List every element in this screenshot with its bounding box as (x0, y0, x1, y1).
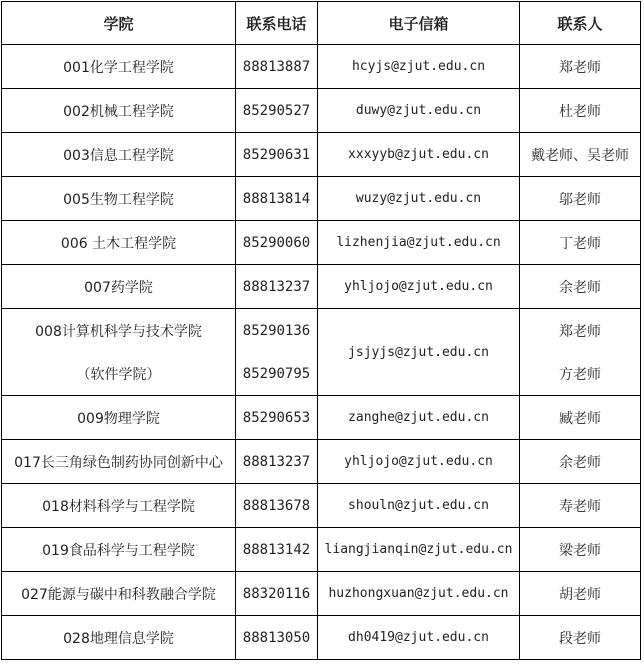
phone-cell: 88320116 (236, 572, 318, 616)
contact-cell: 胡老师 (520, 572, 641, 616)
email-cell: huzhongxuan@zjut.edu.cn (318, 572, 520, 616)
college-cell: 005生物工程学院 (2, 177, 236, 221)
phone-line: 85290136 (242, 322, 311, 339)
college-line: 008计算机科学与技术学院 (35, 323, 202, 340)
email-cell: shouln@zjut.edu.cn (318, 484, 520, 528)
email-cell: liangjianqin@zjut.edu.cn (318, 528, 520, 572)
table-row (2, 265, 641, 309)
table-row (2, 572, 641, 616)
email-cell: wuzy@zjut.edu.cn (318, 177, 520, 221)
contact-table (1, 1, 641, 660)
contact-cell: 余老师 (520, 440, 641, 484)
table-row (2, 177, 641, 221)
table-row (2, 45, 641, 89)
email-cell: zanghe@zjut.edu.cn (318, 396, 520, 440)
phone-cell: 88813814 (236, 177, 318, 221)
email-cell: jsjyjs@zjut.edu.cn (318, 309, 520, 396)
contact-cell: 臧老师 (520, 396, 641, 440)
contact-cell (520, 309, 641, 396)
table-row (2, 309, 641, 396)
header-college: 学院 (2, 2, 236, 45)
phone-cell: 88813887 (236, 45, 318, 89)
contact-cell: 郑老师 (520, 45, 641, 89)
phone-cell: 88813678 (236, 484, 318, 528)
email-cell: yhljojo@zjut.edu.cn (318, 440, 520, 484)
table-row (2, 528, 641, 572)
email-cell: hcyjs@zjut.edu.cn (318, 45, 520, 89)
table-row (2, 396, 641, 440)
table-row (2, 133, 641, 177)
contact-cell: 邬老师 (520, 177, 641, 221)
college-cell: 007药学院 (2, 265, 236, 309)
email-cell: xxxyyb@zjut.edu.cn (318, 133, 520, 177)
college-line: （软件学院） (76, 366, 161, 383)
header-contact: 联系人 (520, 2, 641, 45)
college-cell: 019食品科学与工程学院 (2, 528, 236, 572)
email-cell: lizhenjia@zjut.edu.cn (318, 221, 520, 265)
phone-cell: 88813142 (236, 528, 318, 572)
phone-cell: 85290653 (236, 396, 318, 440)
table-row (2, 89, 641, 133)
header-email: 电子信箱 (318, 2, 520, 45)
college-cell: 028地理信息学院 (2, 616, 236, 660)
college-cell: 003信息工程学院 (2, 133, 236, 177)
contact-line: 郑老师 (559, 323, 601, 340)
contact-cell: 寿老师 (520, 484, 641, 528)
contact-cell: 丁老师 (520, 221, 641, 265)
contact-cell: 梁老师 (520, 528, 641, 572)
contact-cell: 戴老师、吴老师 (520, 133, 641, 177)
college-cell: 018材料科学与工程学院 (2, 484, 236, 528)
email-cell: dh0419@zjut.edu.cn (318, 616, 520, 660)
email-cell: yhljojo@zjut.edu.cn (318, 265, 520, 309)
phone-line: 85290795 (242, 365, 311, 382)
phone-cell: 85290631 (236, 133, 318, 177)
college-cell: 017长三角绿色制药协同创新中心 (2, 440, 236, 484)
college-cell: 027能源与碳中和科教融合学院 (2, 572, 236, 616)
phone-cell: 88813050 (236, 616, 318, 660)
phone-cell (236, 309, 318, 396)
college-cell: 002机械工程学院 (2, 89, 236, 133)
college-cell: 009物理学院 (2, 396, 236, 440)
contact-line: 方老师 (559, 366, 601, 383)
table-row (2, 440, 641, 484)
email-cell: duwy@zjut.edu.cn (318, 89, 520, 133)
table-row (2, 484, 641, 528)
phone-cell: 88813237 (236, 440, 318, 484)
table-row (2, 221, 641, 265)
college-cell (2, 309, 236, 396)
phone-cell: 85290060 (236, 221, 318, 265)
header-row (2, 2, 641, 45)
header-phone: 联系电话 (236, 2, 318, 45)
college-cell: 001化学工程学院 (2, 45, 236, 89)
phone-cell: 85290527 (236, 89, 318, 133)
college-cell: 006 土木工程学院 (2, 221, 236, 265)
contact-cell: 杜老师 (520, 89, 641, 133)
phone-cell: 88813237 (236, 265, 318, 309)
contact-cell: 余老师 (520, 265, 641, 309)
table-row (2, 616, 641, 660)
contact-cell: 段老师 (520, 616, 641, 660)
